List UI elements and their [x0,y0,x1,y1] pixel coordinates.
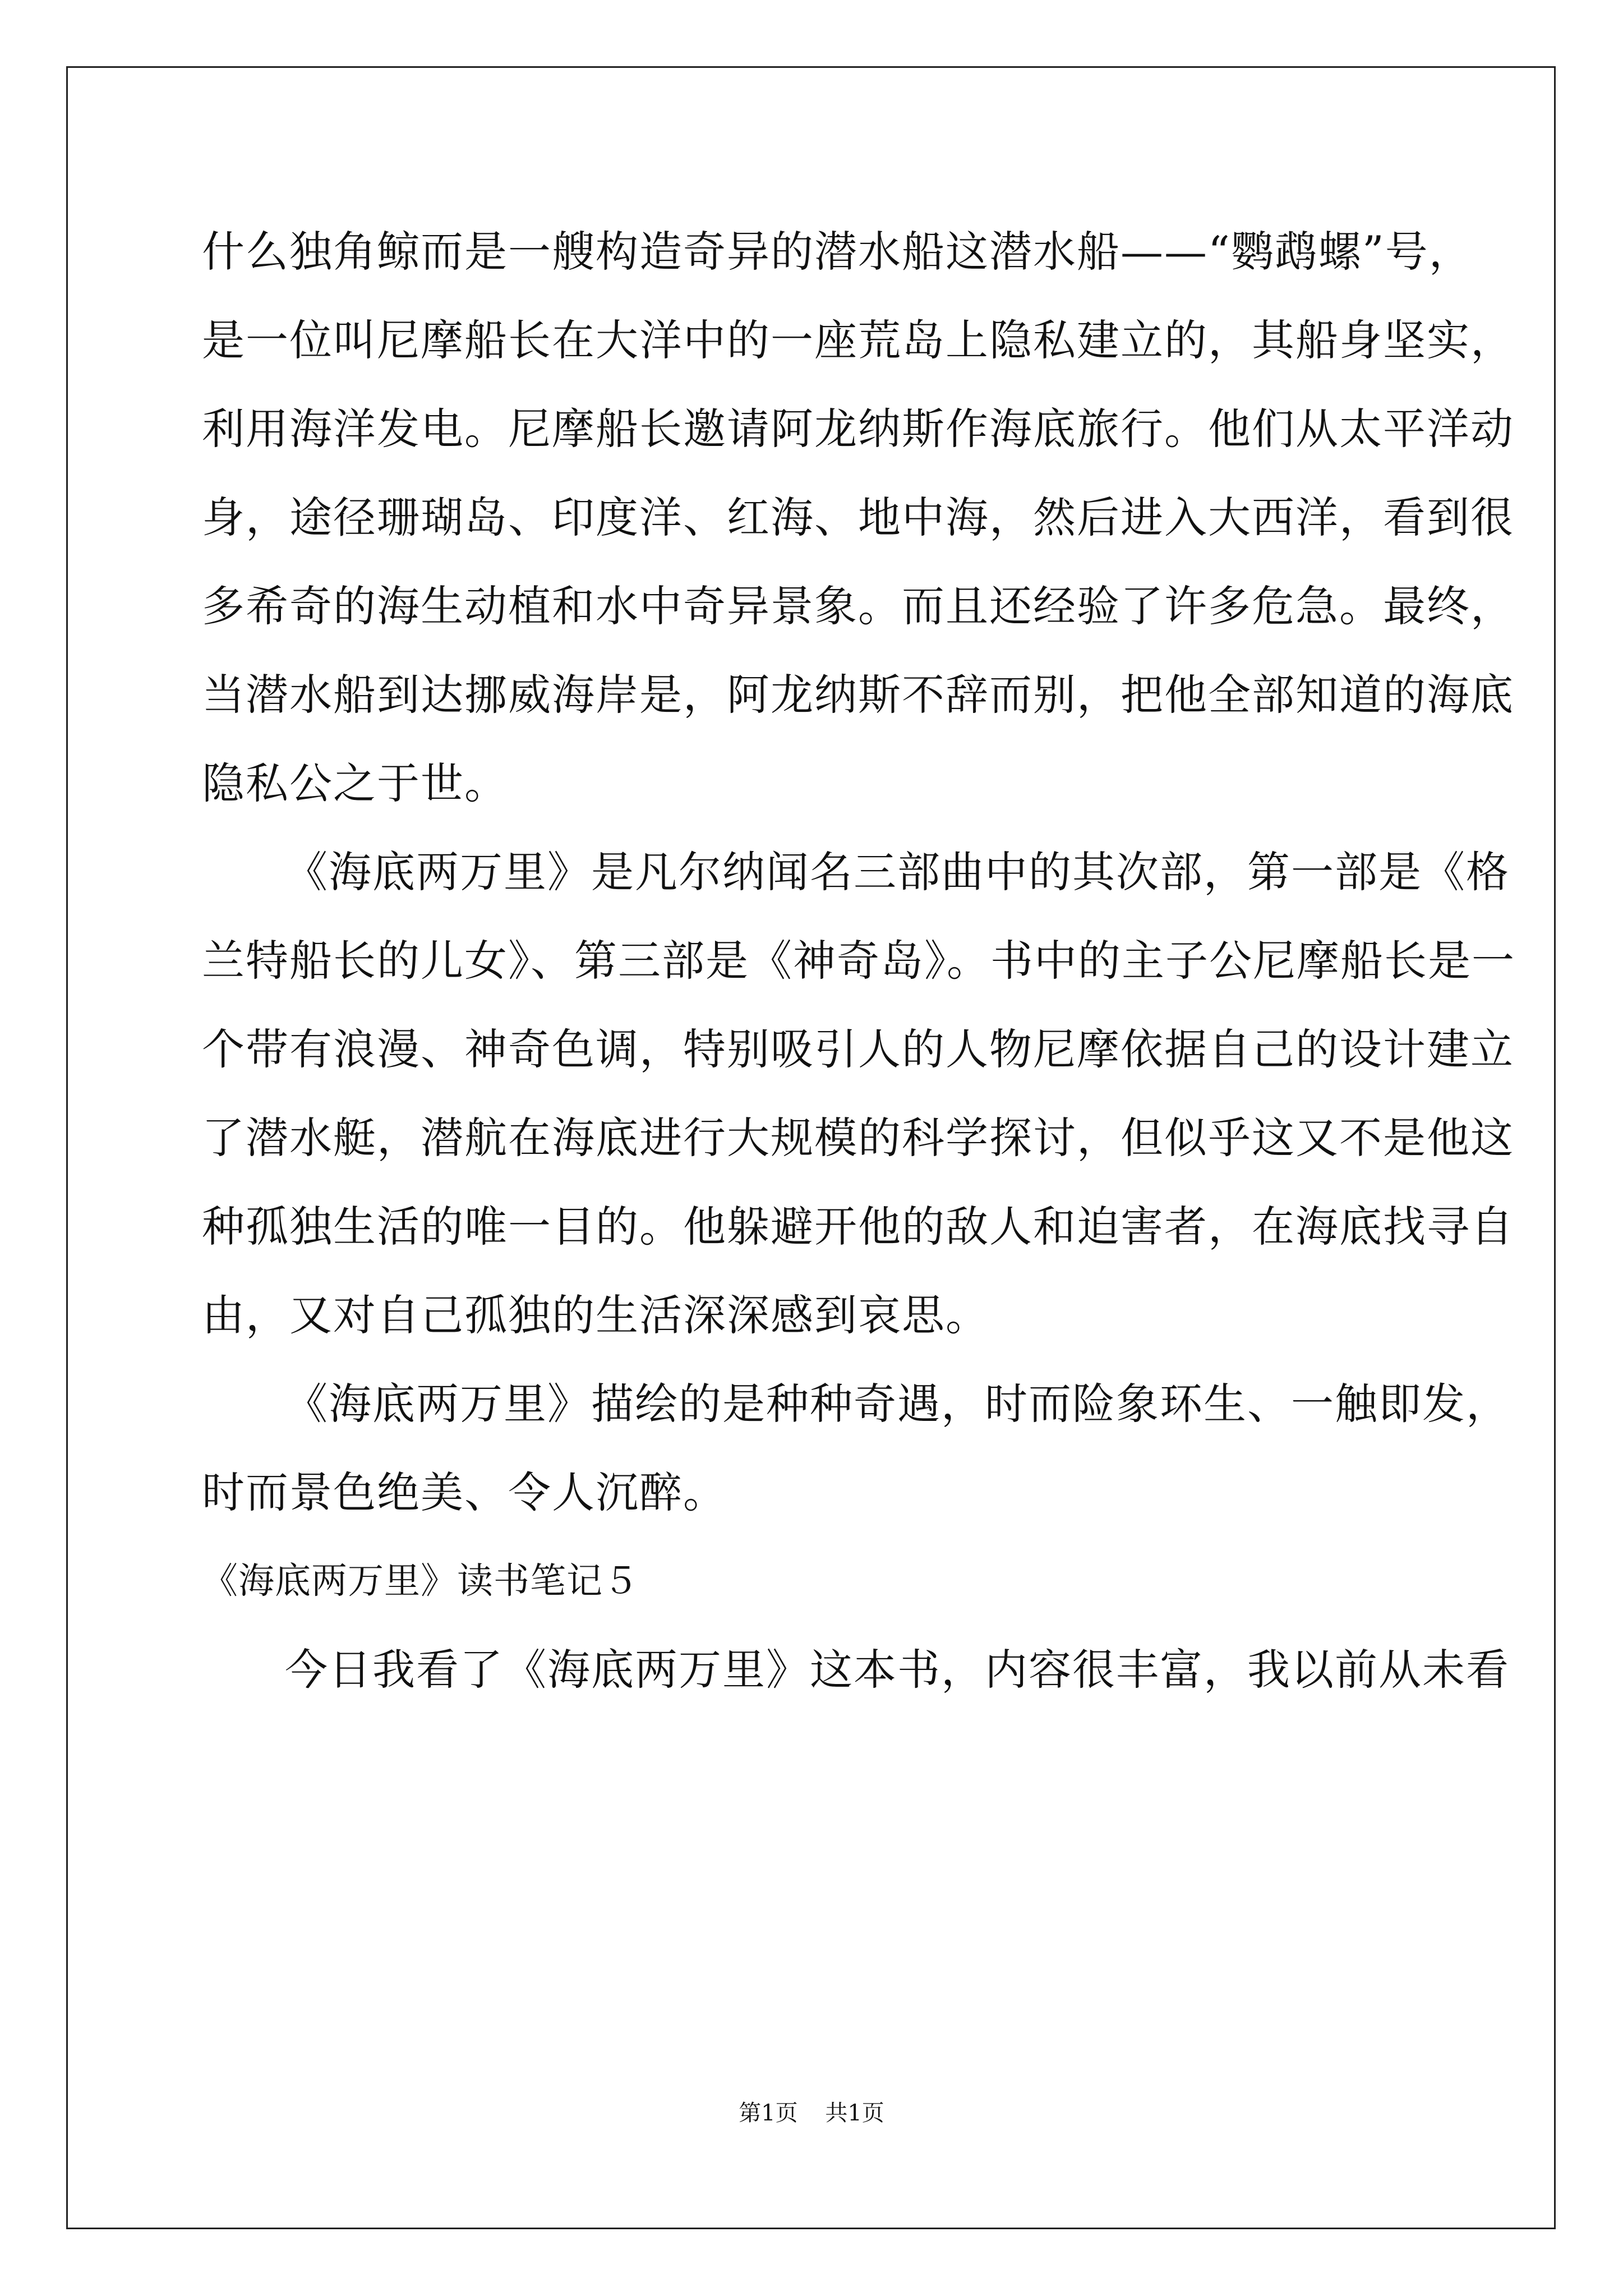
paragraph-start-line: 今日我看了《海底两万里》这本书，内容很丰富，我以前从未看 [285,1645,1510,1695]
paragraph-start-line: 《海底两万里》是凡尔纳闻名三部曲中的其次部，第一部是《格 [285,847,1510,897]
text-line: 兰特船长的儿女》、第三部是《神奇岛》。书中的主子公尼摩船长是一 [202,936,1515,986]
text-line: 什么独角鲸而是一艘构造奇异的潜水船这潜水船——“鹦鹉螺”号， [202,227,1473,277]
text-line: 多希奇的海生动植和水中奇异景象。而且还经验了许多危急。最终， [202,581,1514,631]
paragraph-start-line: 《海底两万里》描绘的是种种奇遇，时而险象环生、一触即发， [285,1379,1510,1429]
page-number-total: 共1页 [825,2100,884,2126]
text-line: 身，途径珊瑚岛、印度洋、红海、地中海，然后进入大西洋，看到很 [202,493,1514,542]
text-line: 种孤独生活的唯一目的。他躲避开他的敌人和迫害者，在海底找寻自 [202,1202,1514,1251]
text-line: 是一位叫尼摩船长在大洋中的一座荒岛上隐私建立的，其船身坚实， [202,315,1514,365]
section-heading: 《海底两万里》读书笔记５ [202,1561,639,1602]
page-footer [0,2095,1623,2127]
text-line: 隐私公之于世。 [202,758,508,808]
document-body [202,208,1515,1714]
text-line: 个带有浪漫、神奇色调，特别吸引人的人物尼摩依据自己的设计建立 [202,1024,1514,1074]
page-number-current: 第1页 [739,2100,798,2126]
text-line: 了潜水艇，潜航在海底进行大规模的科学探讨，但似乎这又不是他这 [202,1113,1514,1163]
text-line: 当潜水船到达挪威海岸是，阿龙纳斯不辞而别，把他全部知道的海底 [202,670,1514,720]
text-line: 时而景色绝美、令人沉醉。 [202,1467,727,1517]
text-line: 利用海洋发电。尼摩船长邀请阿龙纳斯作海底旅行。他们从太平洋动 [202,404,1514,454]
text-line: 由，又对自己孤独的生活深深感到哀思。 [202,1290,989,1340]
